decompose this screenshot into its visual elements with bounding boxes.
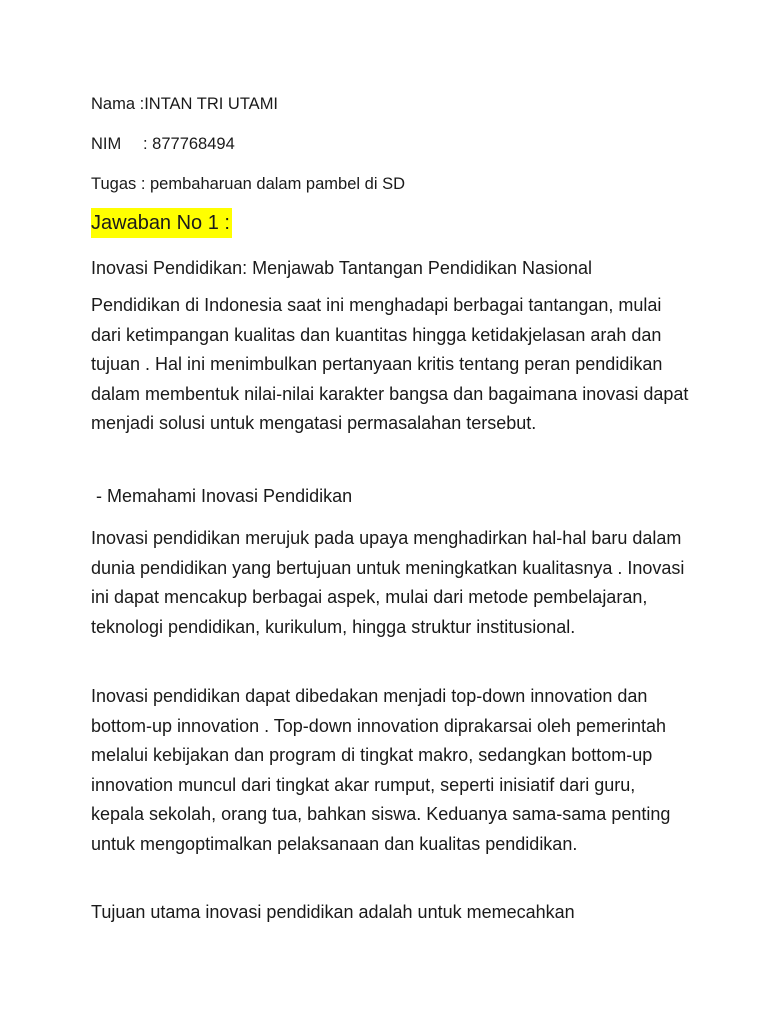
task-value: pembaharuan dalam pambel di SD <box>150 175 405 193</box>
task-line <box>91 174 405 194</box>
paragraph-types: Inovasi pendidikan dapat dibedakan menjadi top-down innovation dan bottom-up innovation . Top-down innovation diprakarsai oleh pemerintah melalui kebijakan dan program di tingkat makro, sedangkan bottom-up innovation muncul dari tingkat akar rumput, seperti inisiatif dari guru, kepala sekolah, orang tua, bahkan siswa. Keduanya sama-sama penting untuk mengoptimalkan pelaksanaan dan kualitas pendidikan. <box>91 686 671 854</box>
task-label: Tugas : <box>91 175 150 193</box>
nim-line <box>91 134 235 154</box>
name-value: INTAN TRI UTAMI <box>144 95 279 113</box>
paragraph-purpose: Tujuan utama inovasi pendidikan adalah untuk memecahkan <box>91 902 575 922</box>
paragraph-definition: Inovasi pendidikan merujuk pada upaya menghadirkan hal-hal baru dalam dunia pendidikan yang bertujuan untuk meningkatkan kualitasnya . Inovasi ini dapat mencakup berbagai aspek, mulai dari metode pembelajaran, teknologi pendidikan, kurikulum, hingga struktur institusional. <box>91 528 685 637</box>
name-label: Nama : <box>91 95 145 113</box>
section-subheading: - Memahami Inovasi Pendidikan <box>91 486 353 506</box>
nim-value: : 877768494 <box>143 135 235 153</box>
answer-heading: Jawaban No 1 : <box>91 208 232 238</box>
paragraph-intro: Pendidikan di Indonesia saat ini menghadapi berbagai tantangan, mulai dari ketimpangan kualitas dan kuantitas hingga ketidakjelasan arah dan tujuan . Hal ini menimbulkan pertanyaan kritis tentang peran pendidikan dalam membentuk nilai-nilai karakter bangsa dan bagaimana inovasi dapat menjadi solusi untuk mengatasi permasalahan tersebut. <box>91 295 689 433</box>
name-line <box>91 94 278 114</box>
nim-label: NIM <box>91 135 122 153</box>
essay-title: Inovasi Pendidikan: Menjawab Tantangan Pendidikan Nasional <box>91 258 593 278</box>
